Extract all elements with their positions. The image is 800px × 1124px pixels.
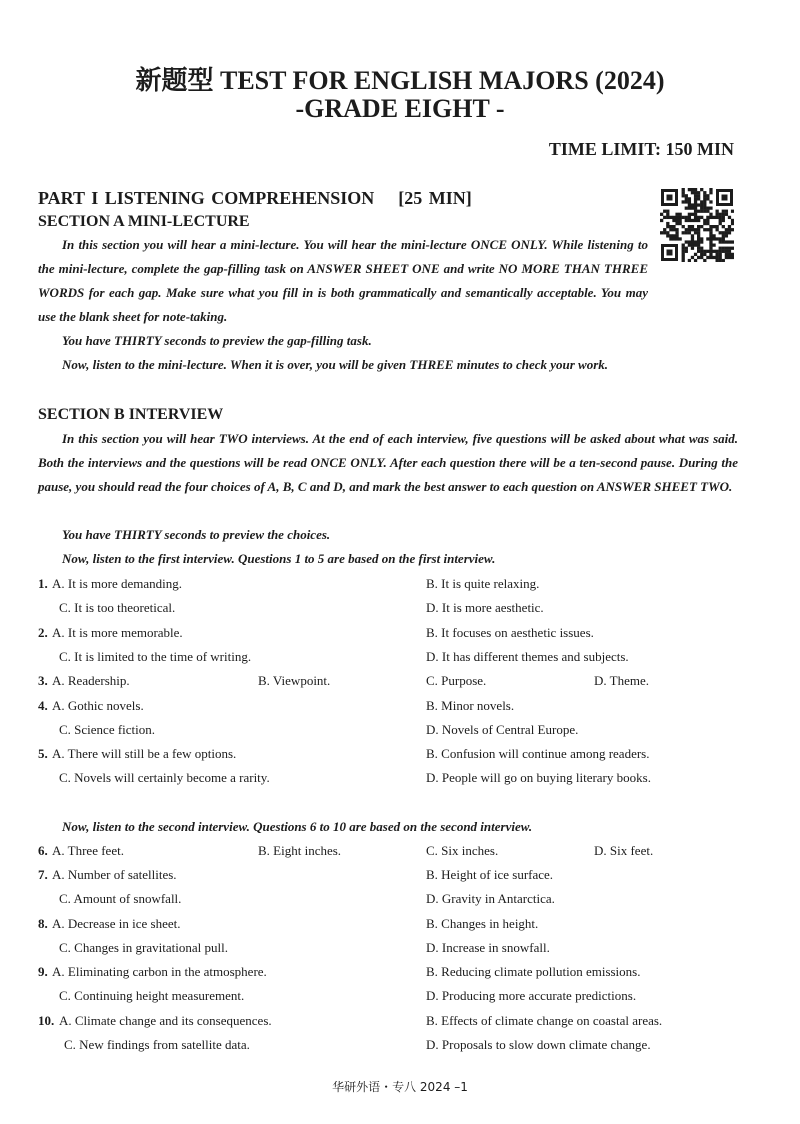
choice-b: B. Eight inches.	[258, 843, 342, 858]
question-number: 10.	[38, 1013, 55, 1028]
part-minutes: [25 MIN]	[398, 188, 472, 208]
choice-a: A. Eliminating carbon in the atmosphere.	[52, 964, 267, 979]
question-6-row	[38, 839, 758, 863]
section-a-instructions: In this section you will hear a mini-lecture. You will hear the mini-lecture ONCE ONLY. While listening to the mini-lecture, complete the gap-filling task on ANSWER SHEET ONE and write NO MORE THAN THREE WORDS for each gap. Make sure what you fill in is both grammatically and semantically acceptable. You may use the blank sheet for note-taking.	[38, 237, 648, 324]
question-4-row-2	[38, 718, 758, 742]
choice-c: C. Six inches.	[426, 843, 499, 858]
first-interview-note: Now, listen to the first interview. Questions 1 to 5 are based on the first interview.	[62, 551, 496, 566]
question-number: 1.	[38, 576, 48, 591]
choice-b: B. Viewpoint.	[258, 673, 331, 688]
choice-d: D. Producing more accurate predictions.	[426, 988, 637, 1003]
choice-d: D. It has different themes and subjects.	[426, 649, 629, 664]
part-heading	[38, 188, 472, 209]
choice-d: D. Increase in snowfall.	[426, 940, 550, 955]
question-2-row-2	[38, 645, 758, 669]
choice-b: B. It is quite relaxing.	[426, 576, 540, 591]
choice-c: C. Amount of snowfall.	[59, 891, 182, 906]
question-10-row-1	[38, 1009, 758, 1033]
question-7-row-2	[38, 887, 758, 911]
question-number: 9.	[38, 964, 48, 979]
question-2-row-1	[38, 621, 758, 645]
question-4-row-1	[38, 694, 758, 718]
question-number: 7.	[38, 867, 48, 882]
choice-c: C. It is limited to the time of writing.	[59, 649, 252, 664]
choice-a: A. Three feet.	[52, 843, 124, 858]
choice-a: A. Climate change and its consequences.	[59, 1013, 272, 1028]
choice-a: A. Readership.	[52, 673, 130, 688]
choice-b: B. Height of ice surface.	[426, 867, 554, 882]
question-3-row	[38, 669, 758, 693]
choice-b: B. Changes in height.	[426, 916, 539, 931]
question-10-row-2	[38, 1033, 758, 1057]
choice-c: C. New findings from satellite data.	[64, 1037, 250, 1052]
choice-b: B. Minor novels.	[426, 698, 515, 713]
section-b-instructions: In this section you will hear TWO interviews. At the end of each interview, five questions will be asked about what was said. Both the interviews and the questions will be read ONCE ONLY. After each question there will be a ten-second pause. During the pause, you should read the four choices of A, B, C and D, and mark the best answer to each question on ANSWER SHEET TWO.	[38, 431, 738, 494]
choice-d: D. Novels of Central Europe.	[426, 722, 579, 737]
second-interview-note: Now, listen to the second interview. Questions 6 to 10 are based on the second interview.	[62, 819, 533, 834]
choice-d: D. Six feet.	[594, 843, 654, 858]
question-number: 6.	[38, 843, 48, 858]
question-number: 3.	[38, 673, 48, 688]
choice-d: D. Gravity in Antarctica.	[426, 891, 555, 906]
question-5-row-2	[38, 766, 758, 790]
choice-a: A. Decrease in ice sheet.	[52, 916, 181, 931]
question-8-row-1	[38, 912, 758, 936]
part-title: PART I LISTENING COMPREHENSION	[38, 188, 375, 208]
choice-b: B. Effects of climate change on coastal areas.	[426, 1013, 663, 1028]
choice-d: D. People will go on buying literary books.	[426, 770, 651, 785]
section-b-heading: SECTION B INTERVIEW	[38, 406, 224, 423]
choice-c: C. Purpose.	[426, 673, 487, 688]
choice-d: D. Proposals to slow down climate change.	[426, 1037, 651, 1052]
question-9-row-2	[38, 984, 758, 1008]
choice-c: C. Changes in gravitational pull.	[59, 940, 228, 955]
exam-title: 新题型 TEST FOR ENGLISH MAJORS (2024)	[135, 66, 665, 95]
choice-b: B. Reducing climate pollution emissions.	[426, 964, 641, 979]
question-5-row-1	[38, 742, 758, 766]
choice-d: D. Theme.	[594, 673, 649, 688]
choice-b: B. Confusion will continue among readers.	[426, 746, 650, 761]
choice-a: A. Gothic novels.	[52, 698, 144, 713]
question-number: 2.	[38, 625, 48, 640]
section-a-preview-note: You have THIRTY seconds to preview the gap-filling task.	[62, 333, 372, 348]
question-1-row-1	[38, 572, 758, 596]
choice-c: C. It is too theoretical.	[59, 600, 176, 615]
exam-subtitle: -GRADE EIGHT -	[295, 94, 505, 123]
qr-code-icon	[660, 188, 734, 262]
page-footer: 华研外语・专八 2024 –1	[332, 1080, 468, 1094]
question-9-row-1	[38, 960, 758, 984]
section-a-listen-note: Now, listen to the mini-lecture. When it is over, you will be given THREE minutes to check your work.	[62, 357, 609, 372]
choice-a: A. It is more demanding.	[52, 576, 182, 591]
choice-a: A. It is more memorable.	[52, 625, 183, 640]
question-number: 4.	[38, 698, 48, 713]
question-8-row-2	[38, 936, 758, 960]
choice-a: A. Number of satellites.	[52, 867, 177, 882]
question-7-row-1	[38, 863, 758, 887]
question-1-row-2	[38, 596, 758, 620]
choice-c: C. Continuing height measurement.	[59, 988, 245, 1003]
choice-c: C. Science fiction.	[59, 722, 156, 737]
time-limit: TIME LIMIT: 150 MIN	[548, 139, 734, 159]
choice-b: B. It focuses on aesthetic issues.	[426, 625, 594, 640]
question-number: 8.	[38, 916, 48, 931]
question-number: 5.	[38, 746, 48, 761]
choice-c: C. Novels will certainly become a rarity.	[59, 770, 270, 785]
section-b-preview-note: You have THIRTY seconds to preview the choices.	[62, 527, 331, 542]
choice-a: A. There will still be a few options.	[52, 746, 237, 761]
choice-d: D. It is more aesthetic.	[426, 600, 544, 615]
section-a-heading: SECTION A MINI-LECTURE	[38, 213, 250, 230]
